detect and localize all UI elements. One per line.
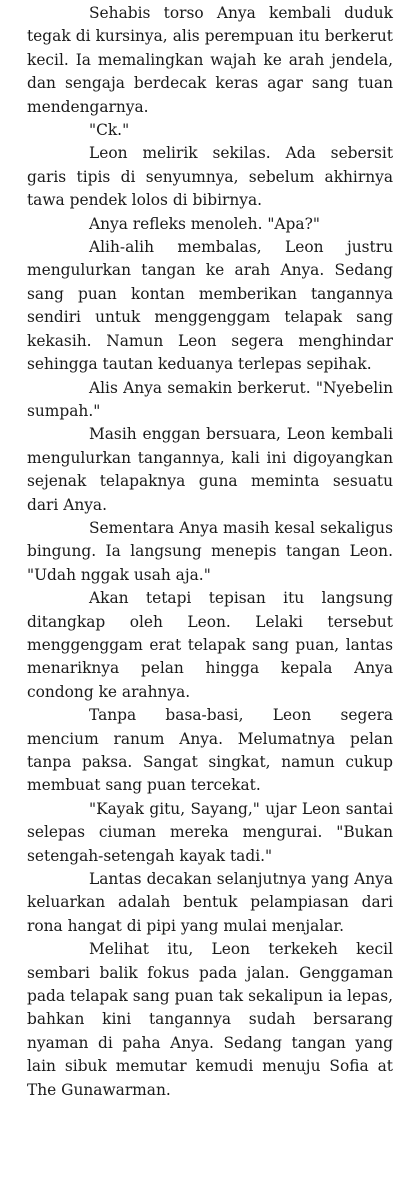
paragraph-5: Alih-alih membalas, Leon justru mengulurkan tangan ke arah Anya. Sedang sang puan kontan memberikan tangannya sendiri untuk menggenggam telapak sang kekasih. Namun Leon segera menghindar sehingga tautan keduanya terlepas sepihak. bbox=[27, 238, 393, 374]
paragraph-7: Masih enggan bersuara, Leon kembali mengulurkan tangannya, kali ini digoyangkan sejenak telapaknya guna meminta sesuatu dari Anya. bbox=[27, 425, 393, 514]
paragraph-4: Anya refleks menoleh. "Apa?" bbox=[89, 214, 320, 233]
paragraph-13: Melihat itu, Leon terkekeh kecil sembari balik fokus pada jalan. Genggaman pada telapak sang puan tak sekalipun ia lepas, bahkan kini tangannya sudah bersarang nyaman di paha Anya. Sedang tangan yang lain sibuk memutar kemudi menuju Sofia at The Gunawarman. bbox=[27, 940, 393, 1099]
paragraph-8: Sementara Anya masih kesal sekaligus bingung. Ia langsung menepis tangan Leon. "Udah nggak usah aja." bbox=[27, 518, 393, 584]
paragraph-6: Alis Anya semakin berkerut. "Nyebelin sumpah." bbox=[27, 378, 393, 420]
paragraph-3: Leon melirik sekilas. Ada sebersit garis tipis di senyumnya, sebelum akhirnya tawa pendek lolos di bibirnya. bbox=[27, 144, 393, 210]
paragraph-12: Lantas decakan selanjutnya yang Anya keluarkan adalah bentuk pelampiasan dari rona hangat di pipi yang mulai menjalar. bbox=[27, 870, 393, 935]
paragraph-10: Tanpa basa-basi, Leon segera mencium ranum Anya. Melumatnya pelan tanpa paksa. Sangat singkat, namun cukup membuat sang puan tercekat. bbox=[27, 706, 393, 795]
paragraph-2: "Ck." bbox=[89, 121, 130, 140]
paragraph-1: Sehabis torso Anya kembali duduk tegak di kursinya, alis perempuan itu berkerut kecil. Ia memalingkan wajah ke arah jendela, dan sengaja berdecak keras agar sang tuan mendengarnya. bbox=[27, 4, 393, 116]
paragraph-9: Akan tetapi tepisan itu langsung ditangkap oleh Leon. Lelaki tersebut menggenggam erat telapak sang puan, lantas menariknya pelan hingga kepala Anya condong ke arahnya. bbox=[27, 589, 393, 701]
paragraph-11: "Kayak gitu, Sayang," ujar Leon santai selepas ciuman mereka mengurai. "Bukan setengah-setengah kayak tadi." bbox=[27, 799, 393, 865]
